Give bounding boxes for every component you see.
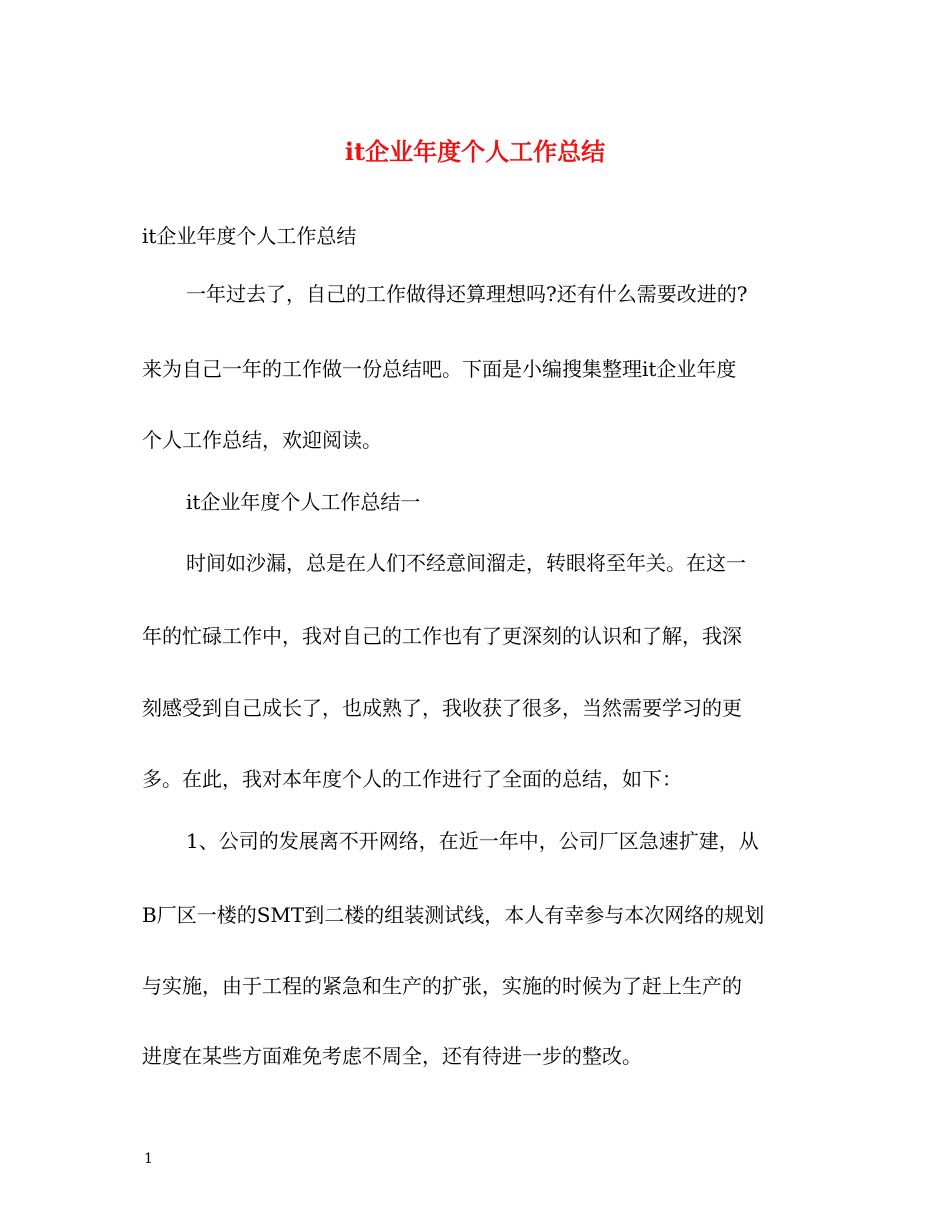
paragraph-line: B厂区一楼的SMT到二楼的组装测试线，本人有幸参与本次网络的规划 (142, 903, 765, 927)
paragraph-line: 时间如沙漏，总是在人们不经意间溜走，转眼将至年关。在这一 (186, 551, 746, 575)
paragraph-line: 刻感受到自己成长了，也成熟了，我收获了很多，当然需要学习的更 (142, 696, 742, 720)
paragraph-line: 多。在此，我对本年度个人的工作进行了全面的总结，如下： (142, 767, 682, 791)
page-number: 1 (144, 1151, 153, 1167)
section-heading: it企业年度个人工作总结一 (186, 490, 421, 514)
subtitle-line: it企业年度个人工作总结 (142, 224, 357, 248)
paragraph-line: 与实施，由于工程的紧急和生产的扩张，实施的时候为了赶上生产的 (142, 974, 742, 998)
paragraph-line: 个人工作总结，欢迎阅读。 (142, 428, 382, 452)
paragraph-line: 一年过去了，自己的工作做得还算理想吗?还有什么需要改进的? (186, 282, 748, 306)
document-title: it企业年度个人工作总结 (344, 137, 606, 166)
paragraph-line: 1、公司的发展离不开网络，在近一年中，公司厂区急速扩建，从 (186, 829, 759, 853)
paragraph-line: 年的忙碌工作中，我对自己的工作也有了更深刻的认识和了解，我深 (142, 624, 742, 648)
paragraph-line: 来为自己一年的工作做一份总结吧。下面是小编搜集整理it企业年度 (142, 357, 737, 381)
paragraph-line: 进度在某些方面难免考虑不周全，还有待进一步的整改。 (142, 1044, 642, 1068)
